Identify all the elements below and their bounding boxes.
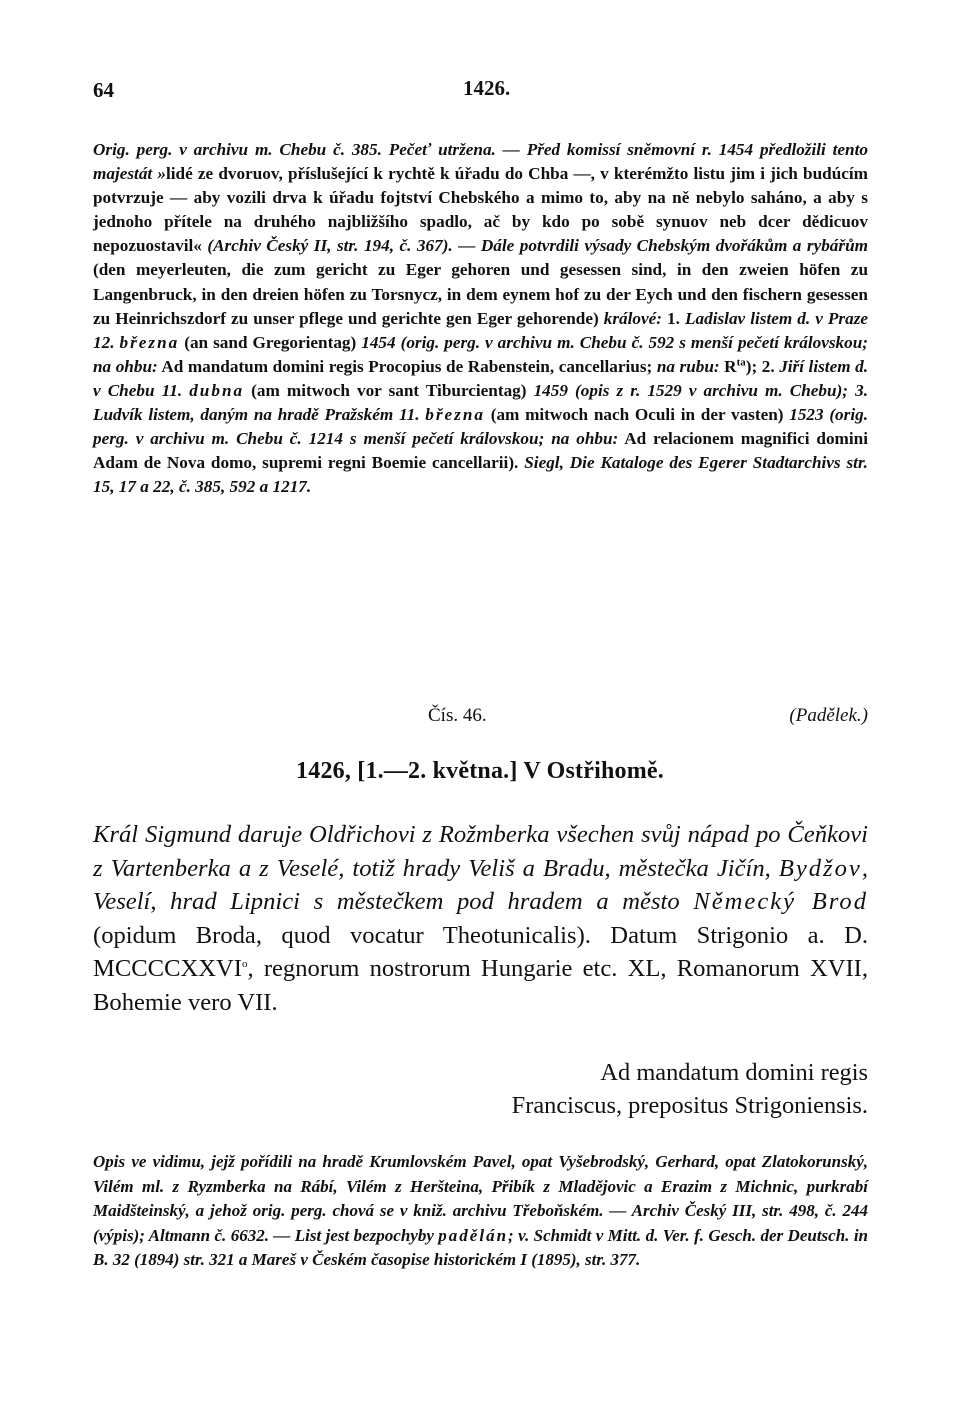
signature-line-2: Franciscus, prepositus Strigoniensis.: [511, 1092, 868, 1119]
document-number-line: [93, 705, 868, 735]
page-header: [93, 78, 867, 108]
source-footnote: Opis ve vidimu, jejž pořídili na hradě Krumlovském Pavel, opat Vyšebrodský, Gerhard, opat Zlatokorunský, Vilém ml. z Ryzmberka na Rábí, Vilém z Heršteina, Přibík z Mladějovic a Erazim z Michnic, purkrabí Maidšteinský, a jehož orig. perg. chová se v kniž. archivu Třeboňském. — Archiv Český III, str. 498, č. 244 (výpis); Altmann č. 6632. — List jest bezpochyby padělán; v. Schmidt v Mitt. d. Ver. f. Gesch. der Deutsch. in B. 32 (1894) str. 321 a Mareš v Českém časopise historickém I (1895), str. 377.: [93, 1152, 868, 1270]
page-number: 64: [93, 78, 114, 102]
document-date-heading: 1426, [1.—2. května.] V Ostřihomě.: [296, 758, 664, 784]
forgery-label: (Padělek.): [789, 705, 868, 726]
previous-document-note: Orig. perg. v archivu m. Chebu č. 385. Pečeť utržena. — Před komissí sněmovní r. 1454 předložili tento majestát »lidé ze dvoruov, příslušející k rychtě k úřadu do Chba —, v kterémžto listu jim i jich budúcím potvrzuje — aby vozili drva k úřadu fojtství Chebského a mimo to, aby na ně nebylo saháno, a aby s jednoho přítele na druhého najbližšího spadlo, ač by kdo po sobě synuov neb dcer dědicuov nepozuostavil« (Archiv Český II, str. 194, č. 367). — Dále potvrdili výsady Chebským dvořákům a rybářům (den meyerleuten, die zum gericht zu Eger gehoren und gesessen sind, in den zweien höfen zu Langenbruck, in den dreien höfen zu Torsnycz, in dem eynem hof zu der Eych und den fischern gesessen zu Heinrichszdorf zu unser pflege und gerichte gen Eger gehorende) králové: 1. Ladislav listem d. v Praze 12. března (an sand Gregorientag) 1454 (orig. perg. v archivu m. Chebu č. 592 s menší pečetí královskou; na ohbu: Ad mandatum domini regis Procopius de Rabenstein, cancellarius; na rubu: $R^{ta}$); 2. Jiří listem d. v Chebu 11. dubna (am mitwoch vor sant Tiburcientag) 1459 (opis z r. 1529 v archivu m. Chebu); 3. Ludvík listem, daným na hradě Pražském 11. března (am mitwoch nach Oculi in der vasten) 1523 (orig. perg. v archivu m. Chebu č. 1214 s menší pečetí královskou; na ohbu: Ad relacionem magnifici domini Adam de Nova domo, supremi regni Boemie cancellarii). Siegl, Die Kataloge des Egerer Stadtarchivs str. 15, 17 a 22, č. 385, 592 a 1217.: [93, 140, 869, 497]
document-number: Čís. 46.: [428, 705, 487, 726]
running-header-year: 1426.: [463, 76, 511, 100]
signature-line-1: Ad mandatum domini regis: [600, 1059, 868, 1086]
document-regest: Král Sigmund daruje Oldřichovi z Rožmberka všechen svůj nápad po Čeňkovi z Vartenberka a z Veselé, totiž hrady Veliš a Bradu, městečka Jičín, Bydžov, Veselí, hrad Lipnici s městečkem pod hradem a město Německý Brod (opidum Broda, quod vocatur Theotunicalis). Datum Strigonio a. D. MCCCCXXVI$^o$, regnorum nostrorum Hungarie etc. XL, Romanorum XVII, Bohemie vero VII.: [93, 821, 868, 1016]
chancery-signature: [512, 1056, 868, 1122]
